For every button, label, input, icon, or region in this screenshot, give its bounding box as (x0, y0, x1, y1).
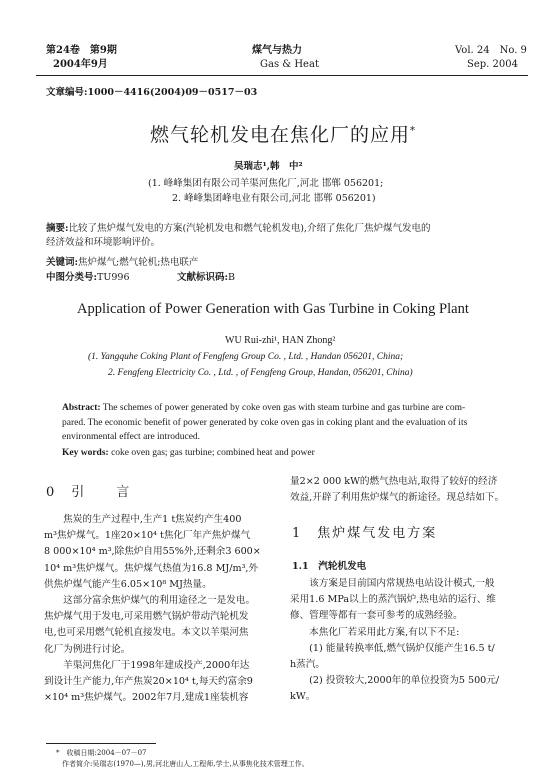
paper-title-en: Application of Power Generation with Gas Turbine in Coking Plant (77, 301, 469, 317)
clc-number: 中图分类号:TU996 (46, 272, 130, 283)
journal-name: 煤气与热力 (252, 45, 302, 56)
right-column-body (290, 576, 530, 706)
paragraph-line: 本焦化厂若采用此方案,有以下不足: (290, 626, 460, 638)
article-number: 文章编号:1000－4416(2004)09－0517－03 (46, 87, 258, 98)
header-rule (36, 75, 528, 76)
affiliation-zh-1: (1. 峰峰集团有限公司羊渠河焦化厂,河北 邯郸 056201; (148, 178, 384, 189)
authors-zh: 吴瑞志¹,韩 中² (234, 161, 303, 172)
paragraph-line: kW。 (290, 691, 316, 703)
journal-name-en: Gas & Heat (260, 59, 319, 70)
authors-en: WU Rui-zhi¹, HAN Zhong² (225, 335, 336, 346)
paragraph-line: 量2×2 000 kW的燃气热电站,取得了较好的经济 (290, 476, 498, 487)
paragraph-line: 羊渠河焦化厂于1998年建成投产,2000年达 (44, 659, 250, 671)
paragraph-line: 8 000×10⁴ m³,除焦炉自用55%外,还剩余3 600× (44, 546, 261, 558)
footnote-received: * 收稿日期:2004－07－07 (56, 749, 147, 757)
abstract-zh: 摘要:比较了焦炉煤气发电的方案(汽轮机发电和燃气轮机发电),介绍了焦化厂焦炉煤气发电的 经济效益和环境影响评价。 (46, 223, 431, 248)
footnote-author-bio: 作者简介:吴瑞志(1970—),男,河北唐山人,工程师,学士,从事焦化技术管理工作。 (62, 760, 309, 768)
section-0-heading: 0 引 言 (46, 485, 132, 500)
right-column-top (290, 474, 530, 506)
paragraph-line: m³焦炉煤气。1座20×10⁴ t焦化厂年产焦炉煤气 (44, 530, 251, 542)
paragraph-line: 化厂为例进行讨论。 (44, 643, 131, 655)
paragraph-line: 到设计生产能力,年产焦炭20×10⁴ t,每天约富余9 (44, 676, 253, 688)
journal-volume: Vol. 24 No. 9 (455, 45, 527, 56)
journal-date: 2004年9月 (53, 59, 108, 70)
abstract-en: Abstract: The schemes of power generated by coke oven gas with steam turbine and gas turbine are com- pared. The economic benefit of power generated by coke oven gas in coking plant and the evaluation of its environmental effect are introduced. (62, 403, 468, 442)
affiliation-en-1: (1. Yangquhe Coking Plant of Fengfeng Group Co. , Ltd. , Handan 056201, China; (88, 352, 404, 362)
paragraph-line: 修、管理等都有一套可参考的成熟经验。 (290, 610, 463, 622)
paragraph-line: 这部分富余焦炉煤气的利用途径之一是发电。 (44, 595, 256, 607)
journal-issue: 第24卷 第9期 (46, 45, 117, 56)
paragraph-line: 供焦炉煤气能产生6.05×10⁸ MJ热量。 (44, 578, 212, 590)
section-1-heading: 1 焦炉煤气发电方案 (292, 526, 438, 541)
keywords-zh: 关键词:焦炉煤气;燃气轮机;热电联产 (46, 257, 199, 268)
paragraph-line: 10⁴ m³焦炉煤气。焦炉煤气热值为16.8 MJ/m³,外 (44, 562, 259, 574)
affiliation-zh-2: 2. 峰峰集团峰电业有限公司,河北 邯郸 056201) (172, 193, 376, 204)
document-code: 文献标识码:B (177, 272, 235, 283)
paragraph-line: 效益,开辟了利用焦炉煤气的新途径。现总结如下。 (290, 492, 505, 504)
footnote-rule (46, 743, 156, 744)
left-column (44, 512, 276, 706)
paragraph-line: 焦炉煤气用于发电,可采用燃气锅炉带动汽轮机发 (44, 611, 249, 623)
paragraph-line: 采用1.6 MPa以上的蒸汽锅炉,热电站的运行、维 (290, 594, 497, 606)
journal-month: Sep. 2004 (467, 59, 518, 70)
paragraph-line: 该方案是目前国内常规热电站设计模式,一般 (290, 578, 495, 589)
affiliation-en-2: 2. Fengfeng Electricity Co. , Ltd. , of Fengfeng Group, Handan, 056201, China) (108, 368, 413, 378)
keywords-en: Key words: coke oven gas; gas turbine; combined heat and power (62, 448, 315, 458)
paper-title-zh: 燃气轮机发电在焦化厂的应用* (150, 124, 417, 146)
abstract-en-label: Abstract: (62, 403, 101, 413)
paragraph-line: 电,也可采用燃气轮机直接发电。本文以羊渠河焦 (44, 627, 249, 639)
paragraph-line: (1) 能量转换率低,燃气锅炉仅能产生16.5 t/ (290, 642, 495, 654)
paragraph-line: (2) 投资较大,2000年的单位投资为5 500元/ (290, 675, 500, 687)
paragraph-line: 焦炭的生产过程中,生产1 t焦炭约产生400 (44, 514, 242, 525)
paragraph-line: h蒸汽。 (290, 659, 325, 671)
paragraph-line: ×10⁴ m³焦炉煤气。2002年7月,建成1座装机容 (44, 692, 249, 704)
abstract-zh-label: 摘要: (46, 223, 69, 234)
title-footnote-mark: * (410, 125, 417, 137)
subsection-1-1-heading: 1.1 汽轮机发电 (292, 561, 367, 572)
